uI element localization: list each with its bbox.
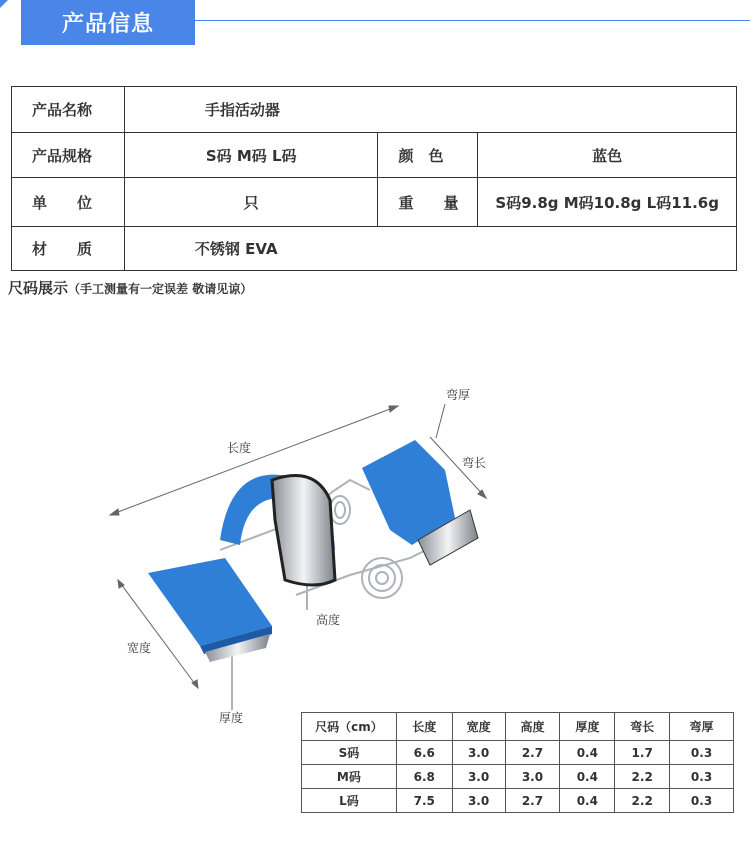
name-label: 产品名称: [12, 87, 125, 133]
unit-label: 单 位: [12, 178, 125, 227]
cell: 2.2: [615, 765, 670, 789]
cell: 0.3: [670, 765, 734, 789]
cell: 6.6: [396, 741, 452, 765]
bend-thickness-header: 弯厚: [670, 713, 734, 741]
weight-value: S码9.8g M码10.8g L码11.6g: [478, 178, 737, 227]
spec-label: 产品规格: [12, 133, 125, 178]
cell: 2.7: [505, 741, 560, 765]
width-label: 宽度: [127, 641, 152, 655]
table-row: [302, 765, 734, 789]
table-row: [302, 741, 734, 765]
size-section-title: [8, 277, 252, 298]
cell: 7.5: [396, 789, 452, 813]
cell: L码: [302, 789, 397, 813]
size-note: （手工测量有一定误差 敬请见谅）: [68, 282, 253, 296]
section-title: 产品信息: [21, 0, 195, 45]
length-label: 长度: [227, 441, 252, 455]
material-label: 材 质: [12, 227, 125, 271]
size-table: [301, 712, 734, 813]
cell: 3.0: [452, 789, 505, 813]
cell: 2.2: [615, 789, 670, 813]
bend-length-label: 弯长: [462, 456, 487, 470]
cell: 6.8: [396, 765, 452, 789]
size-header: 尺码（cm）: [302, 713, 397, 741]
cell: 3.0: [505, 765, 560, 789]
size-title-text: 尺码展示: [8, 279, 69, 297]
height-label: 高度: [316, 613, 341, 627]
corner-mark: [0, 0, 8, 8]
color-label: 颜 色: [378, 133, 478, 178]
cell: 0.3: [670, 741, 734, 765]
cell: 2.7: [505, 789, 560, 813]
cell: 0.3: [670, 789, 734, 813]
bend-thickness-label: 弯厚: [446, 388, 471, 402]
thickness-label: 厚度: [219, 711, 244, 725]
product-info-table: [11, 86, 737, 271]
weight-label: 重 量: [378, 178, 478, 227]
name-value: 手指活动器: [124, 87, 736, 133]
height-header: 高度: [505, 713, 560, 741]
cell: 0.4: [560, 741, 615, 765]
material-value: 不锈钢 EVA: [124, 227, 736, 271]
bend-length-header: 弯长: [615, 713, 670, 741]
cell: 1.7: [615, 741, 670, 765]
ring-band: [272, 476, 335, 586]
cell: S码: [302, 741, 397, 765]
cell: 3.0: [452, 741, 505, 765]
table-row: [302, 789, 734, 813]
cell: 0.4: [560, 789, 615, 813]
unit-value: 只: [124, 178, 378, 227]
cell: M码: [302, 765, 397, 789]
spec-value: S码 M码 L码: [124, 133, 378, 178]
width-header: 宽度: [452, 713, 505, 741]
length-header: 长度: [396, 713, 452, 741]
header-divider: [195, 20, 750, 21]
cell: 3.0: [452, 765, 505, 789]
color-value: 蓝色: [478, 133, 737, 178]
product-diagram: [100, 380, 520, 720]
thickness-header: 厚度: [560, 713, 615, 741]
cell: 0.4: [560, 765, 615, 789]
